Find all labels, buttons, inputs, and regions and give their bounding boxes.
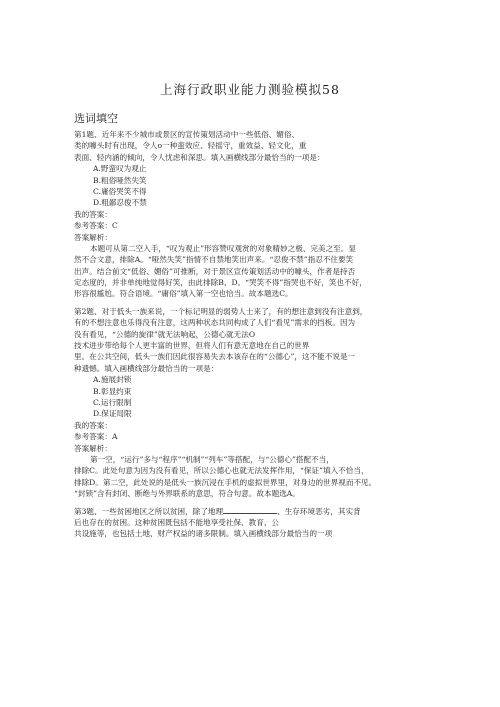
analysis-line: “封锁”含有封闭、断绝与外界联系的意思，符合句意。故本题选A。 bbox=[74, 489, 300, 499]
reference-answer: 参考答案：C bbox=[74, 221, 118, 231]
analysis-line: 本题可从第二空入手，“叹为观止”形容赞叹观赏的对象精妙之极、完美之至。显 bbox=[90, 243, 356, 253]
analysis-line: 第一空，“运行”多与“程序”“机制”“列车”等搭配，与“公德心”搭配不当， bbox=[90, 454, 334, 464]
question-3 bbox=[74, 506, 434, 540]
analysis-label: 答案解析： bbox=[74, 443, 112, 453]
analysis-label: 答案解析： bbox=[74, 232, 112, 242]
question-stem-line: 类的噱头时有出现，令人o一种蛮效应、轻摇守，重效益、轻文化，重 bbox=[74, 141, 307, 151]
question-stem-line: 表面、轻内涵的倾向，令人忧虑和深思。填入画横线部分最恰当的一项是： bbox=[74, 152, 325, 162]
option-c: C.运行限制 bbox=[93, 397, 132, 407]
question-1 bbox=[74, 129, 434, 300]
analysis-line: 定态度的，并非单纯地觉得好笑，由此排除B、D。“哭笑不得”指哭也不好，笑也不好， bbox=[74, 278, 367, 288]
question-stem-line: 第1题、近年来不少城市或景区的宣传策划活动中一些低俗、媚俗、 bbox=[74, 130, 300, 139]
option-d: D.保证局限 bbox=[93, 409, 132, 419]
page-title: 上海行政职业能力测验模拟58 bbox=[160, 82, 340, 97]
option-a: A.施展封锁 bbox=[93, 375, 132, 385]
section-heading: 选词填空 bbox=[74, 112, 118, 125]
fill-blank bbox=[223, 506, 277, 514]
question-stem-line: 后也存在的贫困。这种贫困既包括不能地享受社保、教育、公 bbox=[74, 517, 280, 527]
analysis-line: 排除D。第二空，此处说的是低头一族沉浸在手机的虚拟世界里，对身边的世界视而不见。 bbox=[74, 477, 377, 487]
analysis-line: 然不合文意，排除A。“哑然失笑”指情不自禁地笑出声来。“忍俊不禁”指忍不住要笑 bbox=[74, 255, 354, 265]
question-stem-line: 技术进步带给每个人更丰富的世界，但将人们有意无意地在自己的世界 bbox=[74, 341, 310, 351]
question-stem-line: 第2题、对于低头一族来说，一个标记明显的弱势人士来了，有的想注意到没有注意到， bbox=[74, 306, 368, 316]
question-stem-line: 没有看见，“公德的旋律”就无法响起，公德心就无法O bbox=[74, 329, 256, 339]
question-2 bbox=[74, 306, 434, 500]
question-stem-line: 有的不想注意也乐得没有注意，这两种状态共同构成了人们“看见”需求的挡板。因为 bbox=[74, 318, 356, 328]
question-stem-line bbox=[74, 506, 434, 517]
analysis-line: 形容很尴尬。符合语境。“庸俗”填入第一空也恰当。故本题选C。 bbox=[74, 289, 293, 299]
analysis-line: 出声。结合前文“低俗、媚俗”可推断，对于景区宣传策划活动中的噱头，作者是持否 bbox=[74, 266, 356, 276]
question-stem-line: 共设施等，也包括土地、财产权益的诸多限制。填入画横线部分最恰当的一项 bbox=[74, 529, 333, 539]
option-d: D.粗鄙忍俊不禁 bbox=[93, 198, 147, 208]
my-answer-label: 我的答案： bbox=[74, 209, 112, 219]
reference-answer: 参考答案：A bbox=[74, 432, 118, 442]
my-answer-label: 我的答案： bbox=[74, 420, 112, 430]
question-stem-line: 里。在公共空间，低头一族们因此很容易失去本该存在的“公德心”，这不能不说是一 bbox=[74, 352, 356, 362]
question-stem-part: 第3题、一些贫困地区之所以贫困，除了地理 bbox=[74, 506, 224, 516]
option-b: B.粗俗哑然失笑 bbox=[93, 175, 147, 185]
option-c: C.庸俗哭笑不得 bbox=[93, 186, 147, 196]
analysis-line: 排除C。此处句意为因为没有看见，所以公德心也就无法发挥作用，“保证”填入不恰当， bbox=[74, 466, 369, 476]
question-stem-line: 种遗憾。填入画横线部分最恰当的一项是： bbox=[74, 363, 219, 373]
question-stem-part: 、生存环境恶劣，其实背 bbox=[277, 506, 361, 516]
option-a: A.野蛮叹为观止 bbox=[93, 164, 147, 174]
document-body bbox=[74, 129, 434, 540]
option-b: B.彰显约束 bbox=[93, 386, 132, 396]
